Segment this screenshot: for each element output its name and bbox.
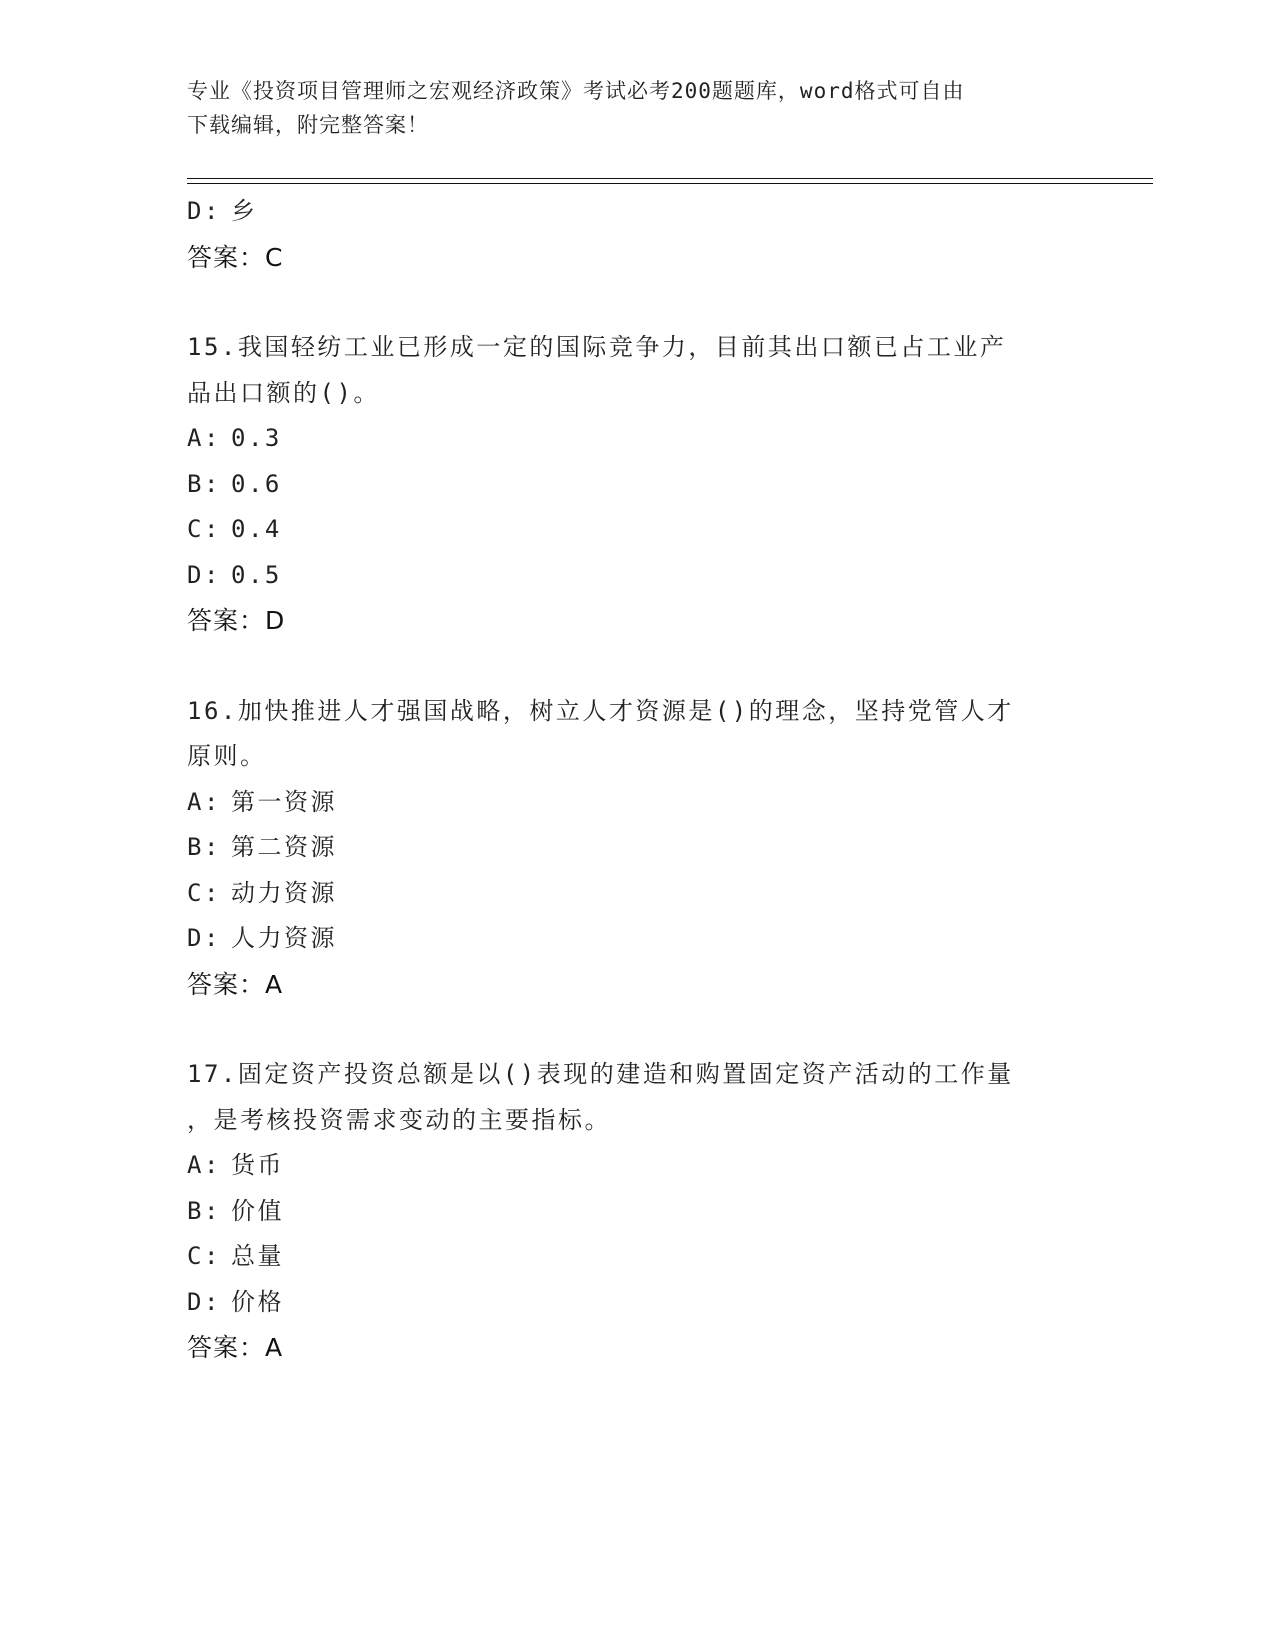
option-c xyxy=(187,871,1087,917)
option-b xyxy=(187,1189,1087,1235)
option-key: C: xyxy=(187,878,221,907)
option-d xyxy=(187,1280,1087,1326)
document-header xyxy=(187,74,1087,142)
option-b xyxy=(187,462,1087,508)
header-divider-bottom xyxy=(187,183,1153,184)
option-text: 总量 xyxy=(231,1242,284,1270)
answer-line: 答案：A xyxy=(187,1333,284,1362)
option-text: 货币 xyxy=(231,1151,284,1179)
option-c xyxy=(187,507,1087,553)
stem-line-1: 15.我国轻纺工业已形成一定的国际竞争力，目前其出口额已占工业产 xyxy=(187,333,1007,361)
question-list xyxy=(187,189,1087,1371)
stem-line-2: ，是考核投资需求变动的主要指标。 xyxy=(187,1105,611,1134)
question-17 xyxy=(187,1052,1087,1371)
option-a xyxy=(187,416,1087,462)
stem-line-1: 17.固定资产投资总额是以()表现的建造和购置固定资产活动的工作量 xyxy=(187,1060,1014,1088)
option-key: A: xyxy=(187,787,221,816)
stem-line-2: 原则。 xyxy=(187,742,267,770)
option-key: D: xyxy=(187,197,221,225)
option-text: 第二资源 xyxy=(231,833,337,861)
option-c xyxy=(187,1234,1087,1280)
option-text: 价格 xyxy=(231,1287,284,1316)
question-15 xyxy=(187,325,1087,644)
question-stem xyxy=(187,689,1067,780)
option-a xyxy=(187,780,1087,826)
header-line-1: 专业《投资项目管理师之宏观经济政策》考试必考200题题库，word格式可自由 xyxy=(187,79,965,103)
option-b xyxy=(187,825,1087,871)
option-key: B: xyxy=(187,1196,221,1225)
option-a xyxy=(187,1143,1087,1189)
option-d xyxy=(187,553,1087,599)
question-stem xyxy=(187,325,1067,416)
option-d xyxy=(187,916,1087,962)
option-key: C: xyxy=(187,515,221,543)
option-key: D: xyxy=(187,924,221,952)
option-key: B: xyxy=(187,469,221,498)
option-text: 乡 xyxy=(231,197,258,225)
option-text: 动力资源 xyxy=(231,878,337,907)
question-stem xyxy=(187,1052,1067,1143)
option-key: A: xyxy=(187,1151,221,1179)
stem-line-1: 16.加快推进人才强国战略，树立人才资源是()的理念，坚持党管人才 xyxy=(187,696,1014,725)
stem-line-2: 品出口额的()。 xyxy=(187,378,380,407)
option-d xyxy=(187,189,1087,235)
answer-line: 答案：A xyxy=(187,969,284,999)
option-text: 价值 xyxy=(231,1196,284,1225)
option-text: 0.6 xyxy=(231,469,282,498)
header-divider-top xyxy=(187,178,1153,179)
option-key: C: xyxy=(187,1242,221,1270)
option-text: 第一资源 xyxy=(231,787,337,816)
answer-line: 答案：D xyxy=(187,606,286,635)
option-text: 0.4 xyxy=(231,515,282,543)
option-text: 0.5 xyxy=(231,560,282,589)
option-key: D: xyxy=(187,560,221,589)
option-key: B: xyxy=(187,833,221,861)
question-16 xyxy=(187,689,1087,1008)
answer-line: 答案：C xyxy=(187,242,284,272)
header-line-2: 下载编辑，附完整答案！ xyxy=(187,113,429,137)
carryover-question xyxy=(187,189,1087,280)
option-text: 0.3 xyxy=(231,424,282,452)
option-key: A: xyxy=(187,424,221,452)
option-text: 人力资源 xyxy=(231,924,337,952)
option-key: D: xyxy=(187,1287,221,1316)
